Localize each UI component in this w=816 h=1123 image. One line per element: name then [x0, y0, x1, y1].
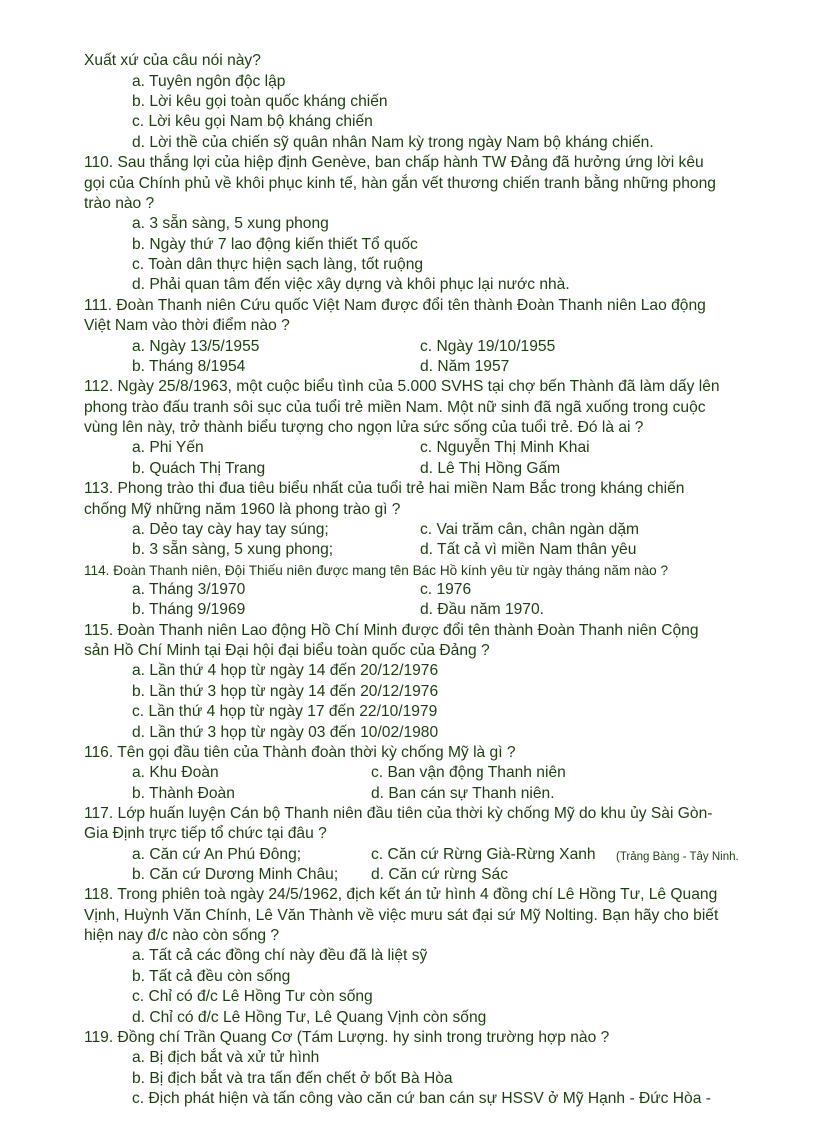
question-113-text: chống Mỹ những năm 1960 là phong trào gì ? [84, 501, 401, 518]
answer-option: a. Ngày 13/5/1955 [132, 338, 260, 355]
question-118-text: 118. Trong phiên toà ngày 24/5/1962, địch kết án tử hình 4 đồng chí Lê Hồng Tư, Lê Quang [84, 886, 718, 903]
question-115-text: sản Hồ Chí Minh tại Đại hội đại biểu toàn quốc của Đảng ? [84, 642, 490, 659]
question-115-text: 115. Đoàn Thanh niên Lao động Hồ Chí Minh được đổi tên thành Đoàn Thanh niên Cộng [84, 622, 699, 639]
answer-option: b. Ngày thứ 7 lao động kiến thiết Tổ quốc [132, 236, 418, 253]
question-112-text: phong trào đấu tranh sôi sục của tuổi trẻ miền Nam. Một nữ sinh đã ngã xuống trong cuộc [84, 399, 706, 416]
answer-option: c. 1976 [420, 581, 472, 598]
question-119-text: 119. Đồng chí Trần Quang Cơ (Tám Lượng. hy sinh trong trường hợp nào ? [84, 1029, 610, 1046]
question-113-text: 113. Phong trào thi đua tiêu biểu nhất của tuổi trẻ hai miền Nam Bắc trong kháng chiến [84, 480, 685, 497]
question-117-text: Gia Định trực tiếp tổ chức tại đâu ? [84, 825, 327, 842]
answer-option: b. Lần thứ 3 họp từ ngày 14 đến 20/12/1976 [132, 683, 439, 700]
answer-option: c. Căn cứ Rừng Già-Rừng Xanh [371, 846, 596, 863]
answer-option: c. Vai trăm cân, chân ngàn dặm [420, 521, 640, 538]
answer-option: b. Bị địch bắt và tra tấn đến chết ở bốt Bà Hòa [132, 1070, 453, 1087]
question-110-text: gọi của Chính phủ về khôi phục kinh tế, hàn gắn vết thương chiến tranh bằng những phong [84, 175, 716, 192]
question-110-text: 110. Sau thắng lợi của hiệp định Genève, ban chấp hành TW Đảng đã hưởng ứng lời kêu [84, 154, 704, 171]
answer-option: d. Lê Thị Hồng Gấm [420, 460, 561, 477]
question-110-text: trào nào ? [84, 195, 155, 212]
location-note: (Trảng Bàng - Tây Ninh. [616, 851, 739, 863]
answer-option: a. Khu Đoàn [132, 764, 219, 781]
answer-option: d. Căn cứ rừng Sác [371, 866, 509, 883]
answer-option: d. Lời thề của chiến sỹ quân nhân Nam kỳ trong ngày Nam bộ kháng chiến. [132, 134, 654, 151]
question-112-text: 112. Ngày 25/8/1963, một cuộc biểu tình của 5.000 SVHS tại chợ bến Thành đã làm dấy lên [84, 378, 720, 395]
question-117-text: 117. Lớp huấn luyện Cán bộ Thanh niên đầu tiên của thời kỳ chống Mỹ do khu ủy Sài Gòn- [84, 805, 713, 822]
question-118-text: Vịnh, Huỳnh Văn Chính, Lê Văn Thành về việc mưu sát đại sứ Mỹ Nolting. Bạn hãy cho biết [84, 907, 719, 924]
answer-option: c. Ban vận động Thanh niên [371, 764, 566, 781]
answer-option: a. Tháng 3/1970 [132, 581, 246, 598]
answer-option: d. Ban cán sự Thanh niên. [371, 785, 555, 802]
answer-option: b. Tháng 9/1969 [132, 601, 246, 618]
question-116-text: 116. Tên gọi đầu tiên của Thành đoàn thời kỳ chống Mỹ là gì ? [84, 744, 516, 761]
answer-option: d. Lần thứ 3 họp từ ngày 03 đến 10/02/1980 [132, 724, 439, 741]
question-112-text: vùng lên này, trở thành biểu tượng cho ngọn lửa sức sống của tuổi trẻ. Đó là ai ? [84, 419, 644, 436]
answer-option: a. Tuyên ngôn độc lập [132, 73, 286, 90]
answer-option: c. Địch phát hiện và tấn công vào căn cứ ban cán sự HSSV ở Mỹ Hạnh - Đức Hòa - [132, 1090, 711, 1107]
answer-option: b. Thành Đoàn [132, 785, 235, 802]
answer-option: c. Toàn dân thực hiện sạch làng, tốt ruộng [132, 256, 424, 273]
answer-option: a. Phi Yến [132, 439, 204, 456]
answer-option: b. Căn cứ Dương Minh Châu; [132, 866, 339, 883]
answer-option: c. Ngày 19/10/1955 [420, 338, 556, 355]
answer-option: a. Lần thứ 4 họp từ ngày 14 đến 20/12/1976 [132, 662, 439, 679]
answer-option: d. Đầu năm 1970. [420, 601, 544, 618]
answer-option: d. Chỉ có đ/c Lê Hồng Tư, Lê Quang Vịnh còn sống [132, 1009, 487, 1026]
question-114-text: 114. Đoàn Thanh niên, Đội Thiếu niên được mang tên Bác Hồ kính yêu từ ngày tháng năm nào ? [84, 563, 669, 578]
answer-option: a. Tất cả các đồng chí này đều đã là liệt sỹ [132, 947, 428, 964]
answer-option: d. Năm 1957 [420, 358, 510, 375]
answer-option: a. Căn cứ An Phú Đông; [132, 846, 302, 863]
question-text: Xuất xứ của câu nói này? [84, 52, 261, 69]
answer-option: c. Lời kêu gọi Nam bộ kháng chiến [132, 113, 373, 130]
answer-option: b. Quách Thị Trang [132, 460, 266, 477]
answer-option: c. Chỉ có đ/c Lê Hồng Tư còn sống [132, 988, 373, 1005]
question-118-text: hiện nay đ/c nào còn sống ? [84, 927, 280, 944]
answer-option: b. Lời kêu gọi toàn quốc kháng chiến [132, 93, 388, 110]
answer-option: b. Tất cả đều còn sống [132, 968, 291, 985]
answer-option: c. Lần thứ 4 họp từ ngày 17 đến 22/10/1979 [132, 703, 438, 720]
answer-option: a. Dẻo tay cày hay tay súng; [132, 521, 329, 538]
answer-option: c. Nguyễn Thị Minh Khai [420, 439, 590, 456]
answer-option: b. 3 sẵn sàng, 5 xung phong; [132, 541, 334, 558]
answer-option: b. Tháng 8/1954 [132, 358, 246, 375]
question-111-text: Việt Nam vào thời điểm nào ? [84, 317, 290, 334]
answer-option: d. Tất cả vì miền Nam thân yêu [420, 541, 637, 558]
answer-option: a. Bị địch bắt và xử tử hình [132, 1049, 320, 1066]
question-111-text: 111. Đoàn Thanh niên Cứu quốc Việt Nam được đổi tên thành Đoàn Thanh niên Lao động [84, 297, 706, 314]
answer-option: d. Phải quan tâm đến việc xây dựng và khôi phục lại nước nhà. [132, 276, 570, 293]
answer-option: a. 3 sẵn sàng, 5 xung phong [132, 215, 329, 232]
